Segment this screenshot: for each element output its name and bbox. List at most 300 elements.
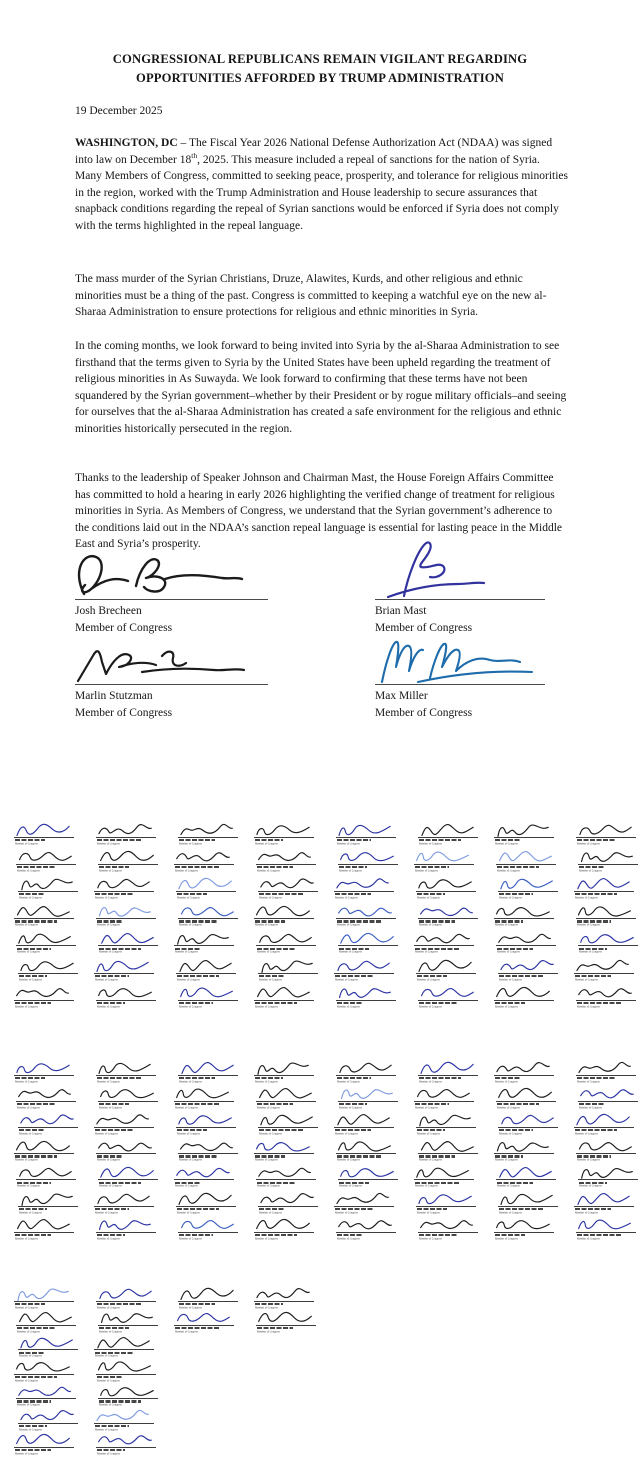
signer-name-small bbox=[495, 1077, 521, 1079]
signature-line bbox=[75, 599, 268, 600]
signature-mark bbox=[174, 848, 232, 864]
signature-line bbox=[258, 1206, 318, 1207]
signer-title-small: Member of Congress bbox=[337, 1236, 360, 1240]
grid-signature-cell bbox=[418, 904, 480, 930]
signer-title-small: Member of Congress bbox=[575, 1210, 598, 1214]
signature-mark bbox=[96, 1432, 154, 1448]
signer-title-small: Member of Congress bbox=[415, 868, 438, 872]
signer-title-small: Member of Congress bbox=[177, 1131, 200, 1135]
signature-line bbox=[14, 1000, 74, 1001]
signature-line bbox=[98, 1325, 158, 1326]
grid-signature-cell bbox=[338, 1086, 400, 1112]
signature-line bbox=[578, 1179, 638, 1180]
signer-name-small bbox=[95, 1208, 129, 1210]
signer-name-small bbox=[575, 1208, 611, 1210]
grid-signature-cell bbox=[98, 1165, 160, 1191]
signer-title-small: Member of Congress bbox=[99, 950, 122, 954]
signature-mark bbox=[16, 931, 74, 946]
signature-line bbox=[14, 1301, 74, 1302]
grid-signature-cell bbox=[18, 1408, 80, 1434]
grid-signature-cell bbox=[336, 985, 398, 1011]
signature-mark bbox=[496, 1085, 554, 1101]
signature-mark bbox=[414, 931, 472, 946]
signature-line bbox=[494, 837, 554, 838]
signature-line bbox=[416, 891, 476, 892]
signature-line bbox=[94, 891, 154, 892]
signature-line bbox=[18, 891, 78, 892]
grid-signature-cell bbox=[176, 958, 238, 984]
signature-mark-max-miller bbox=[372, 636, 562, 686]
signature-line bbox=[14, 1153, 74, 1154]
signature-mark bbox=[258, 1112, 316, 1128]
signer-name-small bbox=[179, 1077, 215, 1079]
signer-name-small bbox=[97, 1234, 125, 1236]
signer-title-small: Member of Congress bbox=[97, 1236, 120, 1240]
signer-title-small: Member of Congress bbox=[15, 1451, 38, 1455]
signature-mark bbox=[578, 1165, 636, 1180]
grid-signature-cell bbox=[414, 849, 476, 875]
signer-name-small bbox=[17, 866, 55, 868]
signer-name-small bbox=[15, 1303, 45, 1305]
signature-mark bbox=[18, 876, 76, 892]
grid-signature-cell bbox=[418, 1139, 480, 1165]
signature-line bbox=[14, 1075, 74, 1076]
signer-title-small: Member of Congress bbox=[175, 1184, 198, 1188]
signature-line bbox=[258, 973, 318, 974]
signer-name-small bbox=[577, 1077, 615, 1079]
grid-signature-cell bbox=[258, 876, 320, 902]
signer-title-small: Member of Congress bbox=[179, 1236, 202, 1240]
grid-signature-cell bbox=[576, 1060, 638, 1086]
signer-title-small: Member of Congress bbox=[577, 1004, 600, 1008]
signer-name-small bbox=[419, 1077, 461, 1079]
grid-signature-cell bbox=[256, 849, 318, 875]
signer-title-small: Member of Congress bbox=[579, 950, 602, 954]
signer-title-small: Member of Congress bbox=[497, 1184, 520, 1188]
grid-signature-cell bbox=[14, 1139, 76, 1165]
grid-signature-cell bbox=[494, 904, 556, 930]
signer-title-small: Member of Congress bbox=[95, 1427, 118, 1431]
grid-signature-cell bbox=[178, 1060, 240, 1086]
signature-mark bbox=[16, 1165, 74, 1180]
signature-line bbox=[334, 973, 394, 974]
signature-line bbox=[414, 1179, 474, 1180]
signature-line bbox=[96, 1374, 156, 1375]
grid-signature-cell bbox=[16, 849, 78, 875]
grid-signature-cell bbox=[14, 1286, 76, 1312]
grid-signature-cell bbox=[416, 958, 478, 984]
signer-title-small: Member of Congress bbox=[179, 1305, 202, 1309]
grid-signature-cell bbox=[254, 1060, 316, 1086]
grid-signature-cell bbox=[578, 1165, 640, 1191]
signature-mark bbox=[416, 1112, 474, 1128]
signer-name: Brian Mast bbox=[375, 605, 427, 617]
signer-name-small bbox=[579, 1103, 605, 1105]
grid-signature-cell bbox=[256, 931, 318, 957]
signer-title-small: Member of Congress bbox=[577, 1079, 600, 1083]
signature-mark bbox=[14, 984, 72, 1000]
signer-title-small: Member of Congress bbox=[339, 1105, 362, 1109]
signature-line bbox=[94, 973, 154, 974]
grid-signature-cell bbox=[94, 1335, 156, 1361]
signature-line bbox=[496, 945, 556, 946]
signer-name-small bbox=[337, 1077, 371, 1079]
grid-signature-cell bbox=[18, 958, 80, 984]
grid-signature-cell bbox=[94, 1112, 156, 1138]
signer-name-small bbox=[579, 866, 605, 868]
grid-signature-cell bbox=[16, 931, 78, 957]
signer-title-small: Member of Congress bbox=[415, 1105, 438, 1109]
signer-name-small bbox=[419, 1002, 457, 1004]
signer-name-small bbox=[419, 839, 461, 841]
signer-name-small bbox=[577, 1002, 621, 1004]
signature-line bbox=[258, 1127, 318, 1128]
signer-title-small: Member of Congress bbox=[17, 950, 40, 954]
signer-title-small: Member of Congress bbox=[97, 841, 120, 845]
signature-line bbox=[14, 1374, 74, 1375]
signer-name-small bbox=[259, 975, 285, 977]
grid-signature-cell bbox=[416, 876, 478, 902]
grid-signature-cell bbox=[178, 1286, 240, 1312]
signature-line bbox=[576, 1153, 636, 1154]
signer-name-small bbox=[179, 839, 215, 841]
signer-title-small: Member of Congress bbox=[337, 1079, 360, 1083]
grid-signature-cell bbox=[416, 1191, 478, 1217]
signer-title-small: Member of Congress bbox=[495, 923, 518, 927]
signer-title-small: Member of Congress bbox=[257, 950, 280, 954]
grid-signature-cell bbox=[574, 1191, 636, 1217]
signer-title-small: Member of Congress bbox=[499, 1210, 522, 1214]
signer-title-small: Member of Congress bbox=[419, 1079, 442, 1083]
signature-line bbox=[576, 918, 636, 919]
signer-title-small: Member of Congress bbox=[255, 923, 278, 927]
grid-signature-cell bbox=[96, 1359, 158, 1385]
signer-title-small: Member of Congress bbox=[419, 923, 442, 927]
signer-name-small bbox=[15, 1002, 51, 1004]
signer-title-small: Member of Congress bbox=[179, 1004, 202, 1008]
signer-title-small: Member of Congress bbox=[255, 1305, 278, 1309]
dateline: WASHINGTON, DC bbox=[75, 137, 178, 149]
signature-mark bbox=[578, 931, 636, 946]
signer-title-small: Member of Congress bbox=[95, 977, 118, 981]
signature-line bbox=[96, 1301, 156, 1302]
signer-title-small: Member of Congress bbox=[259, 1131, 282, 1135]
signature-mark bbox=[338, 931, 396, 946]
signer-title-small: Member of Congress bbox=[175, 950, 198, 954]
signer-name-small bbox=[97, 1303, 141, 1305]
signature-line bbox=[336, 1000, 396, 1001]
grid-signature-cell bbox=[14, 1432, 76, 1458]
signature-mark bbox=[258, 876, 316, 892]
signature-line bbox=[256, 1179, 316, 1180]
grid-signature-cell bbox=[178, 904, 240, 930]
signature-line bbox=[574, 1127, 634, 1128]
signer-brian-mast bbox=[375, 603, 472, 637]
signer-title-small: Member of Congress bbox=[177, 1210, 200, 1214]
signature-mark bbox=[16, 1310, 74, 1326]
signer-title-small: Member of Congress bbox=[95, 1354, 118, 1358]
signer-name-small bbox=[177, 1208, 219, 1210]
signer-name-small bbox=[255, 1002, 297, 1004]
grid-signature-cell bbox=[254, 985, 316, 1011]
signer-title-small: Member of Congress bbox=[97, 1305, 120, 1309]
signature-line bbox=[498, 1127, 558, 1128]
signature-line bbox=[178, 1000, 238, 1001]
grid-signature-cell bbox=[96, 1286, 158, 1312]
signer-title-small: Member of Congress bbox=[177, 977, 200, 981]
signer-title: Member of Congress bbox=[75, 622, 173, 634]
signature-line bbox=[14, 918, 74, 919]
signer-title-small: Member of Congress bbox=[335, 895, 358, 899]
grid-signature-cell bbox=[258, 1191, 320, 1217]
signature-mark bbox=[498, 876, 556, 892]
paragraph-1-text-cont: , 2025. This measure included a repeal of sanctions for the nation of Syria. Many Members of Congress, committed to seeking peace, prosperity, and tolerance for religious minorities in the region, worked with the Trump Administration and House leadership to secure assurances that snapback conditions regarding the repeal of Syrian sanctions would be enforced if Syria does not comply with the terms highlighted in the repeal language. bbox=[75, 153, 568, 232]
signer-name-small bbox=[575, 975, 611, 977]
signature-mark bbox=[574, 1112, 632, 1128]
signer-name-small bbox=[255, 1303, 283, 1305]
signer-title-small: Member of Congress bbox=[99, 1329, 122, 1333]
signer-title-small: Member of Congress bbox=[257, 1105, 280, 1109]
grid-signature-cell bbox=[178, 1139, 240, 1165]
grid-signature-cell bbox=[494, 1217, 556, 1243]
letter-title bbox=[74, 50, 566, 88]
signature-mark bbox=[174, 1165, 232, 1180]
signer-title-small: Member of Congress bbox=[577, 923, 600, 927]
signature-line bbox=[258, 891, 318, 892]
signer-title-small: Member of Congress bbox=[15, 923, 38, 927]
signature-line bbox=[578, 945, 638, 946]
signature-mark bbox=[338, 1165, 396, 1180]
grid-signature-cell bbox=[94, 1408, 156, 1434]
paragraph-2: The mass murder of the Syrian Christians, Druze, Alawites, Kurds, and other religious and ethnic minorities must be a thing of the past. Congress is committed to keeping a watchful eye on the new al-Sharaa Administration to ensure protections for religious and ethnic minorities in Syria. bbox=[75, 273, 547, 319]
signature-line bbox=[18, 973, 78, 974]
signer-title-small: Member of Congress bbox=[495, 1158, 518, 1162]
signature-line bbox=[576, 1075, 636, 1076]
signer-title-small: Member of Congress bbox=[259, 977, 282, 981]
grid-signature-cell bbox=[16, 1165, 78, 1191]
signature-mark bbox=[576, 984, 634, 1000]
signer-name-small bbox=[339, 866, 367, 868]
grid-signature-cell bbox=[14, 1359, 76, 1385]
signature-line bbox=[98, 864, 158, 865]
signature-line bbox=[574, 1206, 634, 1207]
grid-signature-cell bbox=[576, 1217, 638, 1243]
signer-title-small: Member of Congress bbox=[499, 1131, 522, 1135]
signature-mark bbox=[498, 1112, 556, 1128]
signature-line bbox=[94, 1423, 154, 1424]
ordinal-superscript: th bbox=[191, 150, 198, 160]
signature-mark bbox=[336, 984, 394, 1000]
signer-name-small bbox=[99, 866, 129, 868]
signature-line bbox=[176, 1127, 236, 1128]
signature-line bbox=[94, 1206, 154, 1207]
signature-line bbox=[576, 1232, 636, 1233]
signature-line bbox=[18, 1349, 78, 1350]
grid-signature-cell bbox=[16, 1086, 78, 1112]
grid-signature-cell bbox=[334, 958, 396, 984]
signature-mark bbox=[338, 848, 396, 864]
signature-mark bbox=[178, 984, 236, 1000]
signature-mark bbox=[574, 876, 632, 892]
grid-signature-cell bbox=[14, 822, 76, 848]
signature-line bbox=[418, 1153, 478, 1154]
signer-name-small bbox=[335, 975, 373, 977]
letter-title-line1: CONGRESSIONAL REPUBLICANS REMAIN VIGILANT REGARDING bbox=[112, 52, 528, 66]
signature-line bbox=[178, 1232, 238, 1233]
grid-signature-cell bbox=[174, 931, 236, 957]
grid-signature-cell bbox=[496, 849, 558, 875]
signer-title-small: Member of Congress bbox=[255, 841, 278, 845]
signer-title-small: Member of Congress bbox=[179, 1158, 202, 1162]
signature-mark bbox=[416, 876, 474, 892]
signer-title-small: Member of Congress bbox=[97, 923, 120, 927]
signer-title-small: Member of Congress bbox=[497, 950, 520, 954]
signer-title-small: Member of Congress bbox=[495, 1079, 518, 1083]
signer-title-small: Member of Congress bbox=[15, 1079, 38, 1083]
signature-line bbox=[96, 1000, 156, 1001]
grid-signature-cell bbox=[14, 1217, 76, 1243]
signature-line bbox=[98, 1101, 158, 1102]
grid-signature-cell bbox=[494, 1060, 556, 1086]
grid-signature-cell bbox=[96, 822, 158, 848]
signer-title-small: Member of Congress bbox=[499, 895, 522, 899]
signature-line bbox=[174, 1179, 234, 1180]
signer-title-small: Member of Congress bbox=[419, 1004, 442, 1008]
signature-mark bbox=[578, 848, 636, 864]
signature-line bbox=[98, 1179, 158, 1180]
signer-title-small: Member of Congress bbox=[255, 1236, 278, 1240]
signer-name-small bbox=[495, 1234, 525, 1236]
signer-title-small: Member of Congress bbox=[175, 1329, 198, 1333]
signer-title-small: Member of Congress bbox=[495, 841, 518, 845]
signature-line bbox=[18, 1206, 78, 1207]
signer-name-small bbox=[19, 975, 47, 977]
signature-mark-marlin-stutzman bbox=[72, 641, 262, 685]
signer-title-small: Member of Congress bbox=[15, 1305, 38, 1309]
signer-title-small: Member of Congress bbox=[579, 1105, 602, 1109]
signature-mark bbox=[494, 984, 552, 1000]
signature-mark-josh-brecheen bbox=[70, 548, 270, 600]
signer-title-small: Member of Congress bbox=[419, 1158, 442, 1162]
grid-signature-cell bbox=[178, 1217, 240, 1243]
signature-mark bbox=[176, 1112, 234, 1128]
signature-line bbox=[338, 1179, 398, 1180]
grid-signature-cell bbox=[496, 931, 558, 957]
signature-mark bbox=[174, 1310, 232, 1326]
signer-title-small: Member of Congress bbox=[19, 1131, 42, 1135]
grid-signature-cell bbox=[14, 904, 76, 930]
signer-title-small: Member of Congress bbox=[19, 1427, 42, 1431]
grid-signature-cell bbox=[574, 876, 636, 902]
grid-signature-cell bbox=[418, 822, 480, 848]
signer-title-small: Member of Congress bbox=[337, 923, 360, 927]
grid-signature-cell bbox=[578, 849, 640, 875]
signer-name-small bbox=[577, 1234, 621, 1236]
signer-title-small: Member of Congress bbox=[17, 1329, 40, 1333]
signature-line bbox=[494, 1232, 554, 1233]
signer-marlin-stutzman bbox=[75, 688, 172, 722]
signature-line bbox=[254, 1232, 314, 1233]
signer-title-small: Member of Congress bbox=[495, 1004, 518, 1008]
grid-signature-cell bbox=[338, 1165, 400, 1191]
signature-mark bbox=[256, 848, 314, 864]
signer-title-small: Member of Congress bbox=[577, 1158, 600, 1162]
grid-signature-cell bbox=[414, 1165, 476, 1191]
signature-line bbox=[336, 837, 396, 838]
signer-title-small: Member of Congress bbox=[15, 1158, 38, 1162]
signature-line bbox=[498, 891, 558, 892]
signer-title-small: Member of Congress bbox=[575, 977, 598, 981]
signature-line bbox=[14, 1447, 74, 1448]
signer-title-small: Member of Congress bbox=[255, 1079, 278, 1083]
grid-signature-cell bbox=[338, 849, 400, 875]
signature-line bbox=[338, 1101, 398, 1102]
signature-line bbox=[254, 1000, 314, 1001]
grid-signature-cell bbox=[98, 849, 160, 875]
signature-line bbox=[174, 945, 234, 946]
dateline-dash: – bbox=[177, 137, 189, 149]
signer-title-small: Member of Congress bbox=[417, 1210, 440, 1214]
signer-title-small: Member of Congress bbox=[95, 895, 118, 899]
signer-name-small bbox=[337, 1234, 363, 1236]
grid-signature-cell bbox=[496, 1086, 558, 1112]
grid-signature-cell bbox=[96, 985, 158, 1011]
signature-line bbox=[254, 1075, 314, 1076]
signer-name-small bbox=[99, 1103, 129, 1105]
grid-signature-cell bbox=[98, 931, 160, 957]
signature-line bbox=[496, 1101, 556, 1102]
signer-title-small: Member of Congress bbox=[15, 841, 38, 845]
signer-name-small bbox=[95, 1425, 129, 1427]
signer-title: Member of Congress bbox=[375, 622, 473, 634]
signature-line bbox=[96, 1232, 156, 1233]
grid-signature-cell bbox=[254, 904, 316, 930]
signer-name-small bbox=[415, 1103, 449, 1105]
signature-line bbox=[14, 1232, 74, 1233]
signature-line bbox=[334, 891, 394, 892]
signature-line bbox=[96, 1153, 156, 1154]
grid-signature-cell bbox=[576, 822, 638, 848]
grid-signature-cell bbox=[574, 958, 636, 984]
signer-title-small: Member of Congress bbox=[337, 1004, 360, 1008]
signer-name-small bbox=[255, 1234, 297, 1236]
signer-title-small: Member of Congress bbox=[495, 1236, 518, 1240]
signer-title-small: Member of Congress bbox=[99, 1184, 122, 1188]
signer-title-small: Member of Congress bbox=[419, 1236, 442, 1240]
grid-signature-cell bbox=[174, 1310, 236, 1336]
signature-line bbox=[16, 864, 76, 865]
signer-title: Member of Congress bbox=[75, 707, 173, 719]
signature-line bbox=[96, 1447, 156, 1448]
grid-signature-cell bbox=[336, 1060, 398, 1086]
signature-mark bbox=[334, 876, 392, 892]
grid-signature-cell bbox=[176, 1112, 238, 1138]
signer-title-small: Member of Congress bbox=[579, 868, 602, 872]
signature-line bbox=[18, 1423, 78, 1424]
grid-signature-cell bbox=[414, 1086, 476, 1112]
paragraph-3: In the coming months, we look forward to being invited into Syria by the al-Sharaa Administration to see firsthand that the terms given to Syria by the United States have been upheld regarding the treatment of religious minorities in As Suwayda. We look forward to confirming that these terms have not been squandered by the Syrian government–whether by their President or by rogue military officials–and seeing for ourselves that the al-Sharaa Administration has created a safe environment for the religious and ethnic minorities historically persecuted in the region. bbox=[75, 340, 567, 435]
grid-signature-cell bbox=[94, 958, 156, 984]
signer-josh-brecheen bbox=[75, 603, 172, 637]
signer-title-small: Member of Congress bbox=[97, 1378, 120, 1382]
signer-title-small: Member of Congress bbox=[17, 1105, 40, 1109]
signer-name-small bbox=[97, 1077, 141, 1079]
signer-name-small bbox=[19, 1425, 47, 1427]
signer-title-small: Member of Congress bbox=[335, 1210, 358, 1214]
signer-title-small: Member of Congress bbox=[257, 1184, 280, 1188]
signature-line bbox=[418, 1075, 478, 1076]
signer-title-small: Member of Congress bbox=[499, 977, 522, 981]
